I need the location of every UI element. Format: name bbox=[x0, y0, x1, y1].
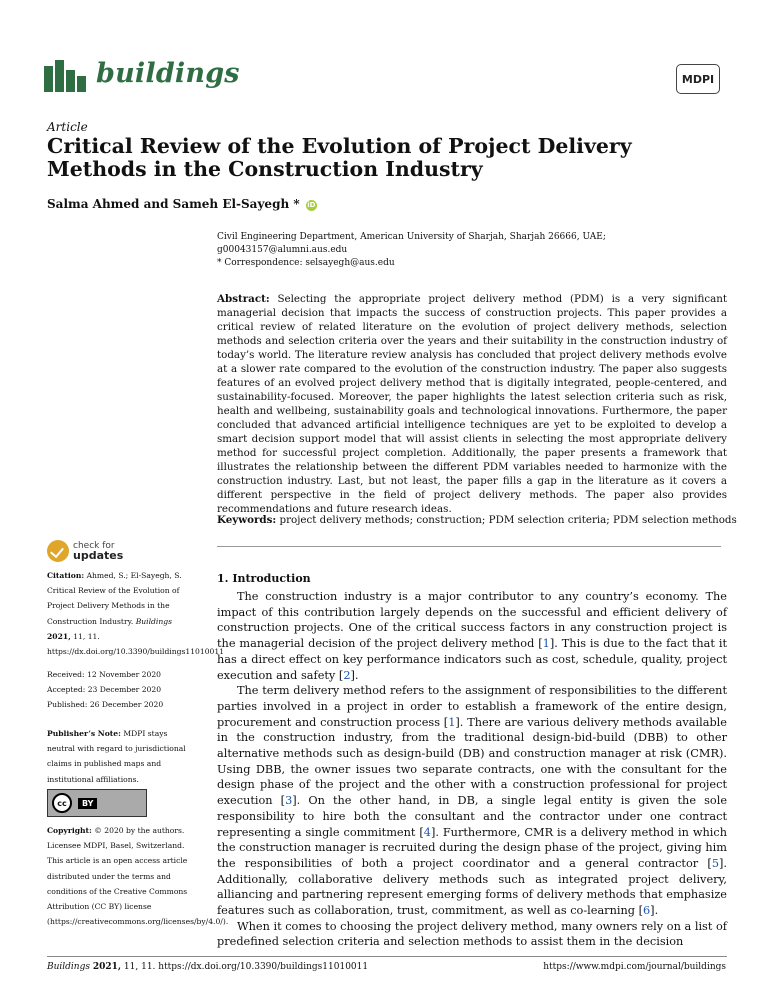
orcid-icon[interactable]: iD bbox=[307, 201, 316, 209]
article-type: Article bbox=[47, 120, 88, 134]
citation-rest[interactable]: 11, 11. https://dx.doi.org/10.3390/buildings11010011 bbox=[47, 631, 225, 657]
keywords-text: project delivery methods; construction; PDM selection criteria; PDM selection methods bbox=[279, 514, 737, 526]
citation-label: Citation: bbox=[47, 571, 85, 580]
paragraph: The construction industry is a major contributor to any country’s economy. The impact of this contribution largely depends on the successful and efficient delivery of construction projects. One of the critical success factors in any construction project is the managerial decision of the project delivery method [1]. This is due to the fact that it has a direct effect on key performance indicators such as cost, schedule, quality, project execution and safety [2]. bbox=[217, 590, 727, 682]
publisher-note-text: MDPI stays neutral with regard to jurisdictional claims in published maps and institutional affiliations. bbox=[47, 729, 186, 784]
authors bbox=[47, 197, 317, 211]
cc-icon: cc bbox=[52, 793, 72, 813]
citation-link[interactable]: 6 bbox=[642, 904, 651, 918]
section-heading: 1. Introduction bbox=[217, 572, 311, 585]
check-for-updates[interactable] bbox=[47, 540, 167, 564]
citation-text: Ahmed, S.; El-Sayegh, S. Critical Review of the Evolution of Project Delivery Methods in the Construction Industry. bbox=[47, 571, 182, 626]
updates-line2: updates bbox=[73, 549, 124, 562]
by-icon: BY bbox=[78, 798, 97, 809]
citation-link[interactable]: 3 bbox=[285, 794, 293, 808]
body-text bbox=[217, 589, 727, 950]
citation-block bbox=[47, 568, 225, 659]
check-updates-icon bbox=[47, 540, 69, 562]
footer-citation: Buildings 2021, 11, 11. https://dx.doi.org/10.3390/buildings11010011 bbox=[47, 962, 369, 972]
paragraph: When it comes to choosing the project delivery method, many owners rely on a list of predefined selection criteria and selection methods to assist them in the decision bbox=[217, 919, 727, 949]
mdpi-logo: MDPI bbox=[676, 64, 720, 94]
copyright-text: © 2020 by the authors. Licensee MDPI, Basel, Switzerland. This article is an open access article distributed under the terms and conditions of the Creative Commons Attribution (CC BY) license (https://creativecommons.org/licenses/by/4.0/). bbox=[47, 826, 229, 927]
cc-by-license-badge[interactable] bbox=[47, 789, 147, 817]
updates-line1: check for bbox=[73, 541, 115, 551]
received-date: Received: 12 November 2020 bbox=[47, 670, 162, 679]
keywords bbox=[217, 514, 737, 526]
abstract-text: Selecting the appropriate project delivery method (PDM) is a very significant managerial decision that impacts the success of construction projects. This paper provides a critical review of related literature on the evolution of project delivery methods, selection methods and selection criteria over the years and their suitability in the construction industry of today’s world. The literature review analysis has concluded that project delivery methods evolve at a slower rate compared to the evolution of the construction industry. The paper also suggests features of an evolved project delivery method that is digitally integrated, people-centered, and sustainability-focused. Moreover, the paper highlights the latest selection criteria such as risk, health and wellbeing, sustainability goals and technological innovations. Furthermore, the paper concluded that advanced artificial intelligence techniques are yet to be exploited to develop a smart decision support model that will assist clients in selecting the most appropriate delivery method for successful project completion. Additionally, the paper presents a framework that illustrates the relationship between the different PDM variables needed to harmonize with the construction industry. Last, but not least, the paper fills a gap in the literature as it covers a different perspective in the field of project delivery methods. The paper also provides recommendations and future research ideas. bbox=[217, 293, 727, 515]
affiliation: Civil Engineering Department, American University of Sharjah, Sharjah 26666, UAE; g00043157@alumni.aus.edu bbox=[217, 232, 606, 255]
citation-link[interactable]: 5 bbox=[711, 856, 719, 870]
journal-logo bbox=[44, 56, 244, 96]
citation-link[interactable]: 4 bbox=[423, 825, 431, 839]
divider bbox=[217, 546, 721, 547]
correspondence: * Correspondence: selsayegh@aus.edu bbox=[217, 258, 395, 268]
citation-journal: Buildings bbox=[135, 616, 172, 626]
paper-title: Critical Review of the Evolution of Project Delivery Methods in the Construction Industry bbox=[47, 134, 632, 181]
abstract-label: Abstract: bbox=[217, 293, 270, 305]
citation-year: 2021, bbox=[47, 631, 71, 641]
abstract bbox=[217, 292, 727, 516]
accepted-date: Accepted: 23 December 2020 bbox=[47, 685, 162, 695]
publisher-note-label: Publisher’s Note: bbox=[47, 729, 121, 738]
citation-link[interactable]: 1 bbox=[542, 637, 550, 651]
journal-name: buildings bbox=[96, 58, 240, 89]
keywords-label: Keywords: bbox=[217, 514, 277, 526]
footer-divider bbox=[47, 956, 727, 957]
publisher-note bbox=[47, 726, 197, 787]
author-names: Salma Ahmed and Sameh El-Sayegh * bbox=[47, 197, 300, 211]
copyright-block bbox=[47, 823, 229, 929]
affiliation-block bbox=[217, 231, 727, 270]
buildings-logo-icon bbox=[44, 60, 88, 92]
dates-block bbox=[47, 667, 197, 713]
citation-link[interactable]: 2 bbox=[343, 668, 351, 682]
citation-link[interactable]: 1 bbox=[448, 715, 456, 729]
footer-url[interactable]: https://www.mdpi.com/journal/buildings bbox=[543, 962, 726, 972]
copyright-label: Copyright: bbox=[47, 826, 92, 835]
paragraph: The term delivery method refers to the assignment of responsibilities to the different parties involved in a project in order to establish a framework of the entire design, procurement and construction process [1]. There are various delivery methods available in the construction industry, from the traditional design-bid-build (DBB) to other alternative methods such as design-build (DB) and construction manager at risk (CMR). Using DBB, the owner issues two separate contracts, one with the consultant for the design phase of the project and the other with a construction professional for project execution [3]. On the other hand, in DB, a single legal entity is given the sole responsibility to hire both the consultant and the contractor under one contract representing a single commitment [4]. Furthermore, CMR is a delivery method in which the construction manager is recruited during the design phase of the project, giving him the responsibilities of both a project coordinator and a general contractor [5]. Additionally, collaborative delivery methods such as integrated project delivery, alliancing and partnering represent emerging forms of delivery methods that emphasize features such as collaboration, trust, commitment, as well as co-learning [6]. bbox=[217, 684, 727, 918]
published-date: Published: 26 December 2020 bbox=[47, 700, 164, 710]
